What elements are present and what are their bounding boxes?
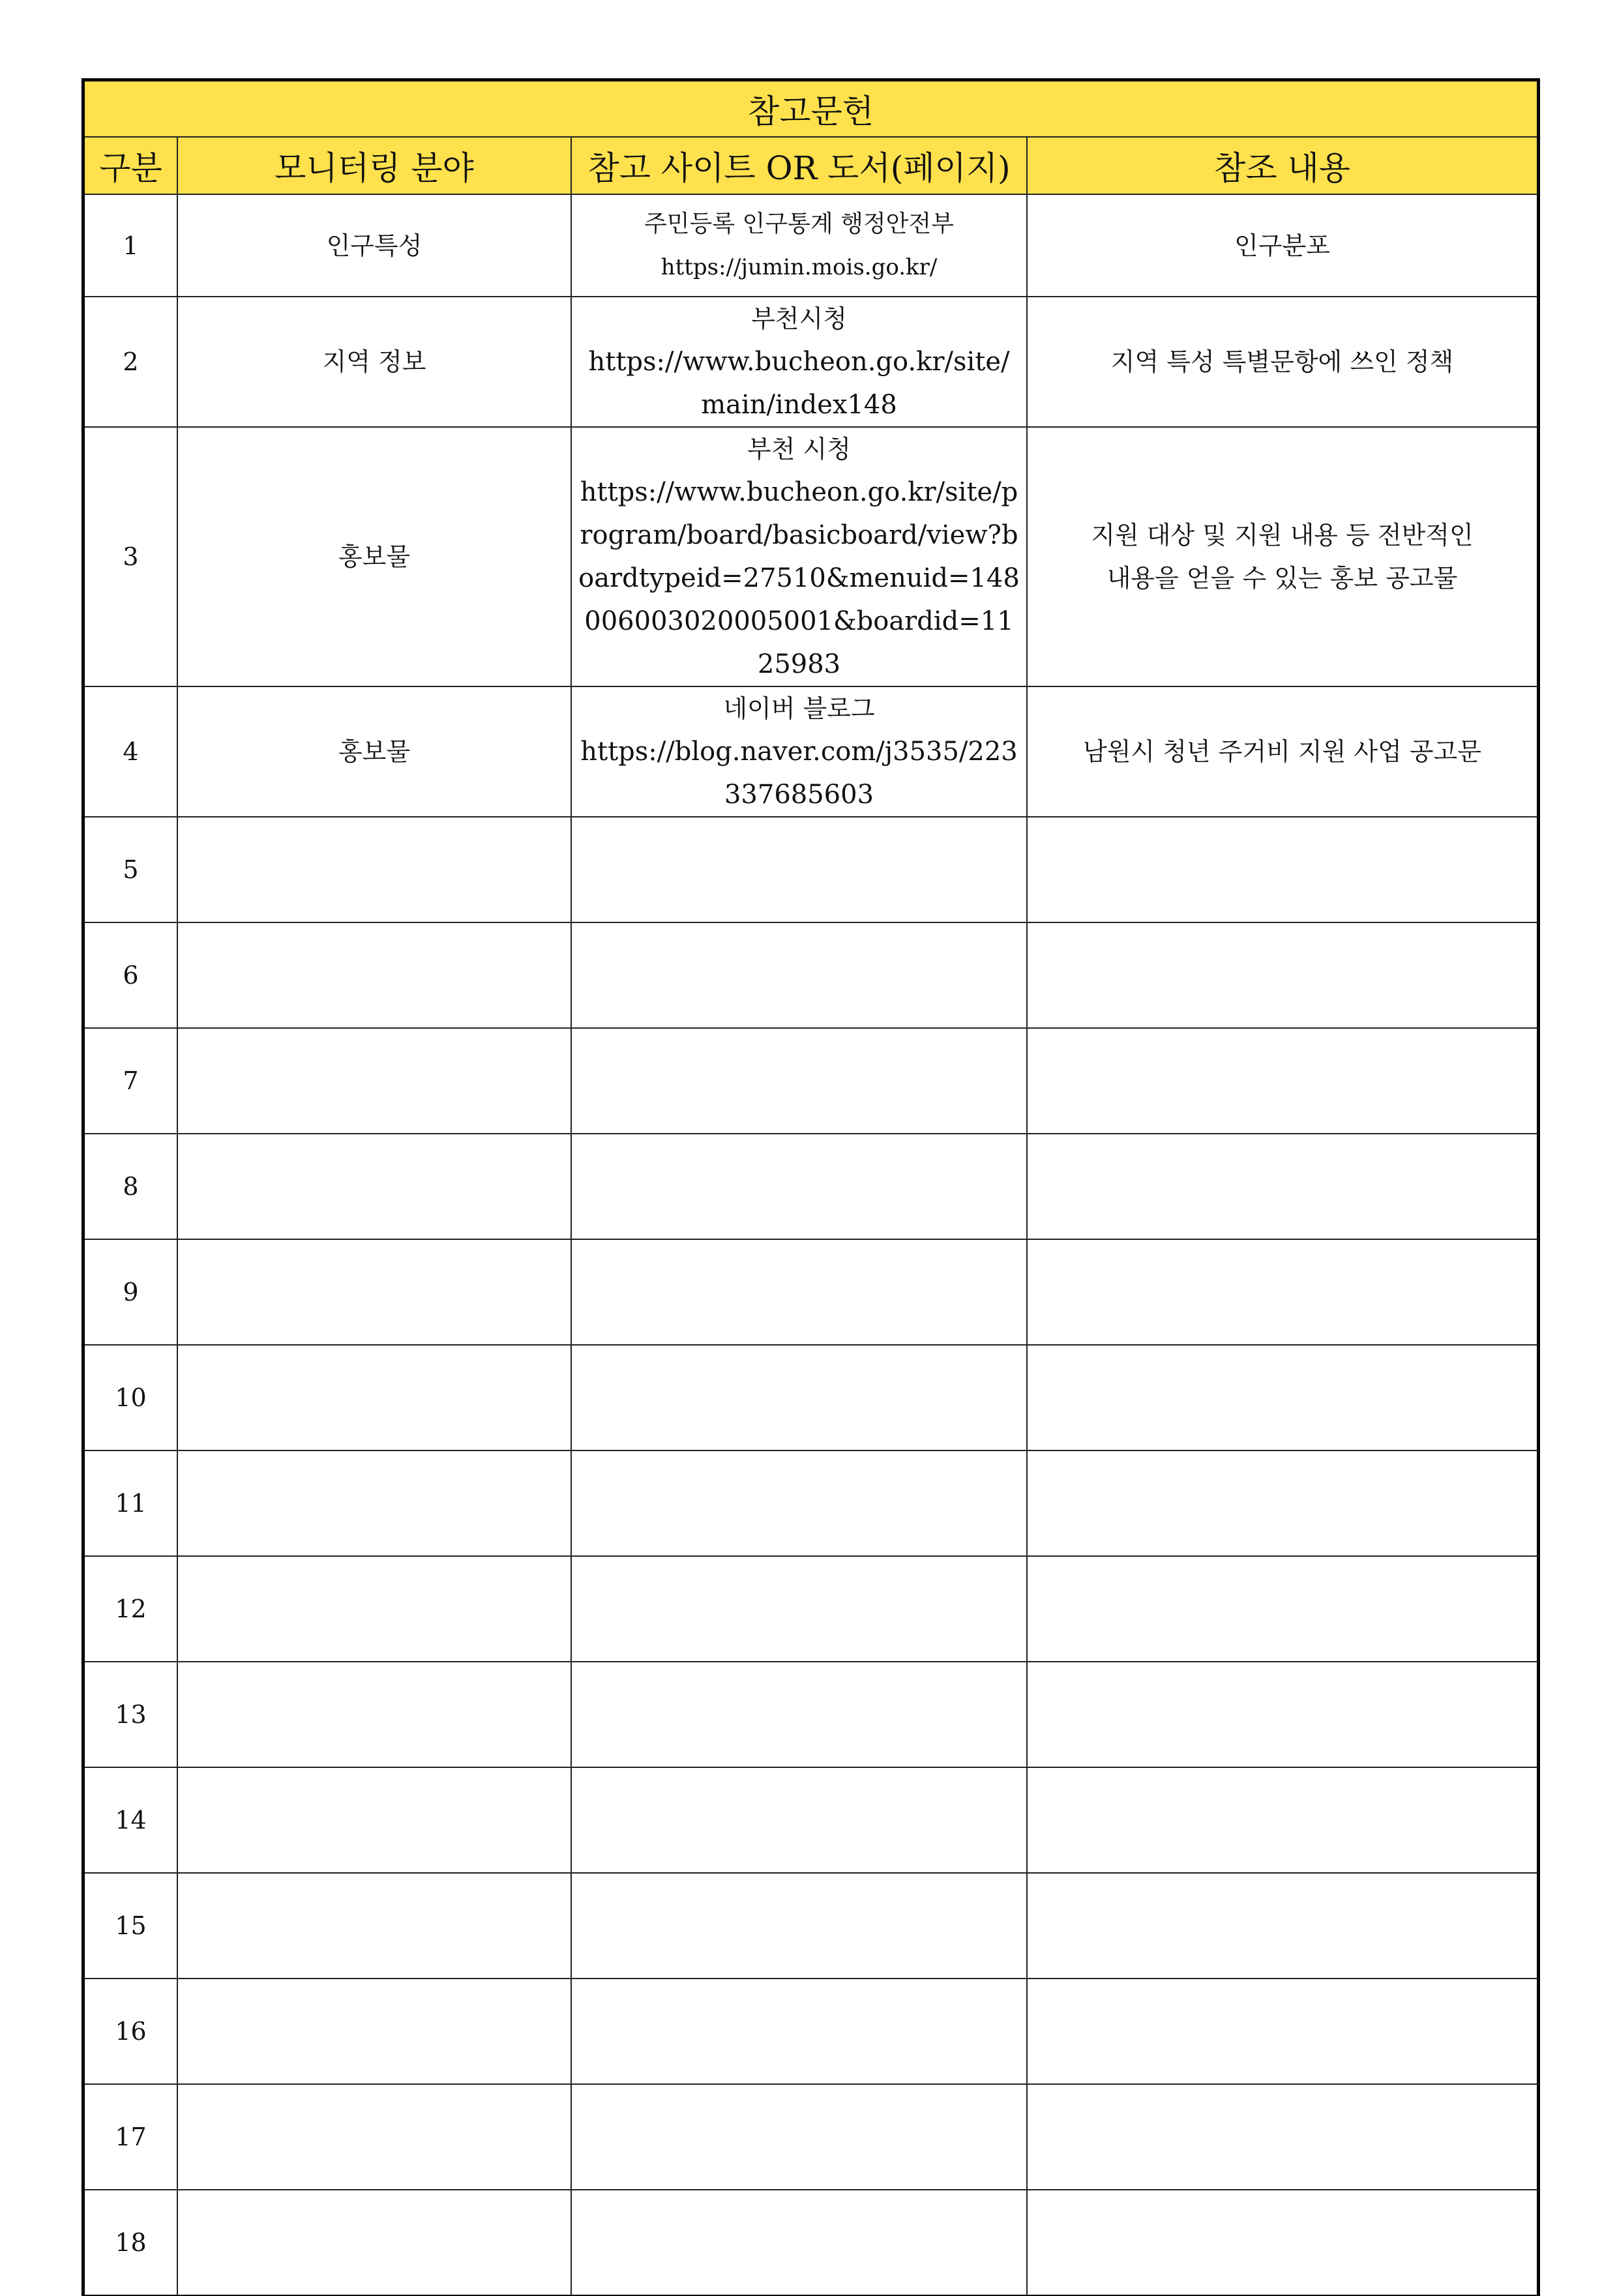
table-row	[84, 1239, 1537, 1345]
content-cell	[1027, 2190, 1537, 2295]
row-number: 14	[84, 1767, 177, 1873]
row-number: 11	[84, 1450, 177, 1556]
table-row	[84, 1028, 1537, 1134]
source-cell	[571, 1239, 1027, 1345]
row-number: 8	[84, 1134, 177, 1239]
source-cell	[571, 817, 1027, 922]
field-cell	[177, 1767, 571, 1873]
row-number: 15	[84, 1873, 177, 1979]
row-number: 6	[84, 922, 177, 1028]
field-cell	[177, 1450, 571, 1556]
content-cell	[1027, 817, 1537, 922]
row-number: 4	[84, 686, 177, 817]
row-number: 1	[84, 194, 177, 297]
source-cell	[571, 1662, 1027, 1767]
row-number: 9	[84, 1239, 177, 1345]
field-cell	[177, 1345, 571, 1450]
source-cell	[571, 1767, 1027, 1873]
content-cell	[1027, 1450, 1537, 1556]
source-cell	[571, 2084, 1027, 2190]
table-row	[84, 1345, 1537, 1450]
table-row	[84, 1662, 1537, 1767]
row-number: 5	[84, 817, 177, 922]
content-cell	[1027, 1979, 1537, 2084]
table-row	[84, 1556, 1537, 1662]
table-row	[84, 817, 1537, 922]
source-cell	[571, 1979, 1027, 2084]
field-cell	[177, 817, 571, 922]
content-line: 지원 대상 및 지원 내용 등 전반적인	[1091, 521, 1474, 550]
field-cell: 지역 정보	[177, 297, 571, 427]
table-row	[84, 427, 1537, 686]
content-line: 지역 특성 특별문항에 쓰인 정책	[1110, 347, 1454, 376]
field-cell	[177, 1873, 571, 1979]
source-cell	[571, 1556, 1027, 1662]
table-row	[84, 686, 1537, 817]
row-number: 3	[84, 427, 177, 686]
source-cell	[571, 1134, 1027, 1239]
source-cell	[571, 297, 1027, 427]
table-row	[84, 297, 1537, 427]
row-number: 18	[84, 2190, 177, 2295]
field-cell	[177, 1134, 571, 1239]
content-cell	[1027, 427, 1537, 686]
content-cell	[1027, 1767, 1537, 1873]
content-cell	[1027, 686, 1537, 817]
source-cell	[571, 1873, 1027, 1979]
table-row	[84, 194, 1537, 297]
table-row	[84, 1767, 1537, 1873]
source-name: 부천 시청	[747, 435, 851, 464]
table-row	[84, 922, 1537, 1028]
table-row	[84, 1873, 1537, 1979]
source-url: https://www.bucheon.go.kr/site/program/board/basicboard/view?boardtypeid=27510&menuid=148006003020005001&boardid=1125983	[578, 477, 1020, 679]
reference-table	[83, 80, 1538, 2296]
header-row	[84, 137, 1537, 194]
source-cell	[571, 1028, 1027, 1134]
content-line: 남원시 청년 주거비 지원 사업 공고문	[1082, 737, 1482, 766]
source-url: https://www.bucheon.go.kr/site/main/index148	[588, 347, 1010, 420]
content-cell	[1027, 1239, 1537, 1345]
table-row	[84, 1450, 1537, 1556]
content-line: 내용을 얻을 수 있는 홍보 공고물	[1106, 564, 1458, 593]
source-url: https://jumin.mois.go.kr/	[660, 254, 938, 280]
content-cell	[1027, 1134, 1537, 1239]
content-cell	[1027, 297, 1537, 427]
field-cell	[177, 1662, 571, 1767]
row-number: 7	[84, 1028, 177, 1134]
content-cell	[1027, 194, 1537, 297]
row-number: 17	[84, 2084, 177, 2190]
source-cell	[571, 686, 1027, 817]
table-row	[84, 2084, 1537, 2190]
field-cell	[177, 2084, 571, 2190]
source-name: 네이버 블로그	[723, 694, 875, 723]
header-no: 구분	[84, 137, 177, 194]
source-name: 부천시청	[751, 304, 847, 333]
row-number: 10	[84, 1345, 177, 1450]
row-number: 16	[84, 1979, 177, 2084]
content-cell	[1027, 2084, 1537, 2190]
row-number: 2	[84, 297, 177, 427]
field-cell: 인구특성	[177, 194, 571, 297]
field-cell: 홍보물	[177, 686, 571, 817]
row-number: 13	[84, 1662, 177, 1767]
content-cell	[1027, 1662, 1537, 1767]
source-cell	[571, 1450, 1027, 1556]
header-field: 모니터링 분야	[177, 137, 571, 194]
content-cell	[1027, 1556, 1537, 1662]
field-cell	[177, 1556, 571, 1662]
field-cell	[177, 2190, 571, 2295]
table-row	[84, 1979, 1537, 2084]
content-line: 인구분포	[1234, 231, 1330, 260]
content-cell	[1027, 1873, 1537, 1979]
content-cell	[1027, 1345, 1537, 1450]
field-cell	[177, 1239, 571, 1345]
source-cell	[571, 1345, 1027, 1450]
title-row	[84, 81, 1537, 137]
source-url: https://blog.naver.com/j3535/223337685603	[580, 737, 1018, 810]
table-title: 참고문헌	[84, 81, 1537, 137]
source-cell	[571, 2190, 1027, 2295]
header-content: 참조 내용	[1027, 137, 1537, 194]
content-cell	[1027, 1028, 1537, 1134]
header-source: 참고 사이트 OR 도서(페이지)	[571, 137, 1027, 194]
source-cell	[571, 922, 1027, 1028]
row-number: 12	[84, 1556, 177, 1662]
source-cell	[571, 194, 1027, 297]
field-cell	[177, 922, 571, 1028]
source-name: 주민등록 인구통계 행정안전부	[644, 210, 954, 237]
content-cell	[1027, 922, 1537, 1028]
field-cell	[177, 1979, 571, 2084]
field-cell: 홍보물	[177, 427, 571, 686]
source-cell	[571, 427, 1027, 686]
table-row	[84, 2190, 1537, 2295]
field-cell	[177, 1028, 571, 1134]
table-row	[84, 1134, 1537, 1239]
